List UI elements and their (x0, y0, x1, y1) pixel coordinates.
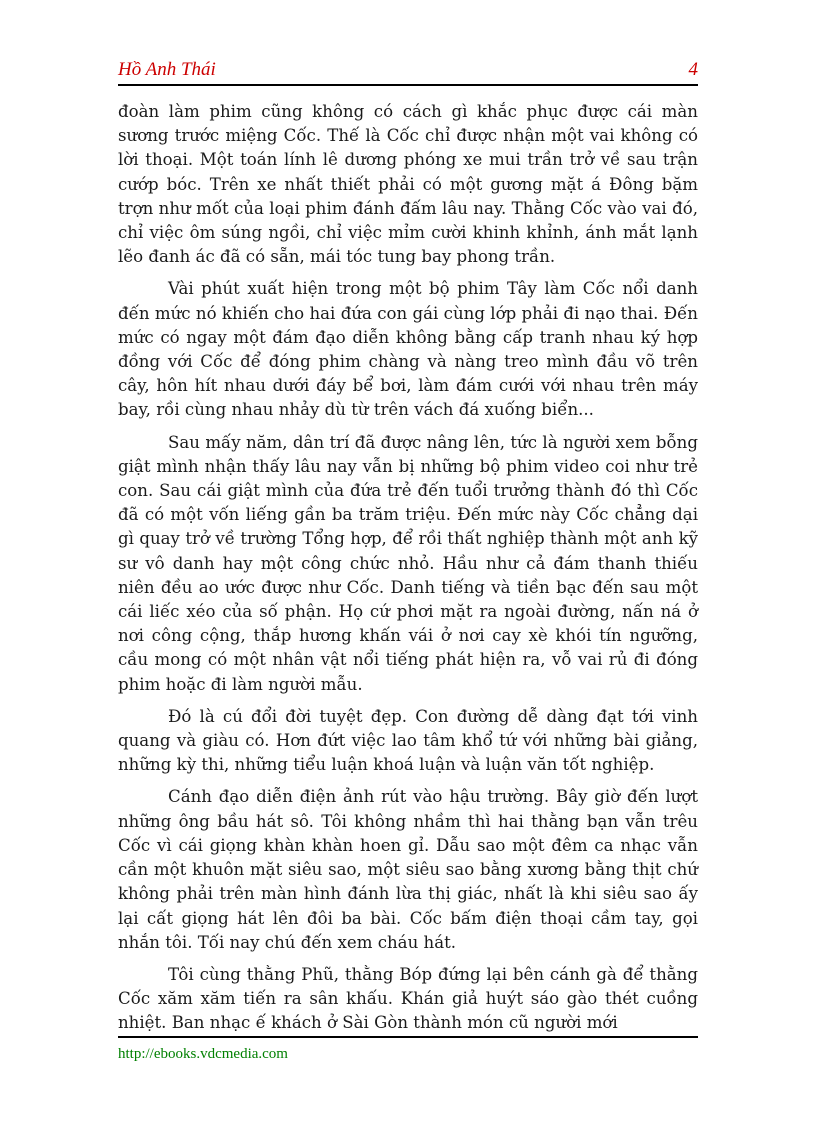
paragraph: Tôi cùng thằng Phũ, thằng Bóp đứng lại bên cánh gà để thằng Cốc xăm xăm tiến ra sân khấu. Khán giả huýt sáo gào thét cuồng nhiệt. Ban nhạc ế khách ở Sài Gòn thành món cũ người mới (118, 964, 698, 1033)
header-author: Hồ Anh Thái (118, 59, 216, 80)
page-body (118, 100, 698, 1033)
footer-link[interactable]: http://ebooks.vdcmedia.com (118, 1046, 288, 1062)
paragraph: Cánh đạo diễn điện ảnh rút vào hậu trường. Bây giờ đến lượt những ông bầu hát sô. Tôi không nhầm thì hai thằng bạn vẫn trêu Cốc vì cái giọng khàn khàn hoen gỉ. Dẫu sao một đêm ca nhạc vẫn cần một khuôn mặt siêu sao, một siêu sao bằng xương bằng thịt chứ không phải trên màn hình đánh lừa thị giác, nhất là khi siêu sao ấy lại cất giọng hát lên đôi ba bài. Cốc bấm điện thoại cầm tay, gọi nhắn tôi. Tối nay chú đến xem cháu hát. (118, 787, 698, 952)
page-header (118, 58, 698, 86)
document-page (118, 0, 698, 1123)
paragraph: Vài phút xuất hiện trong một bộ phim Tây làm Cốc nổi danh đến mức nó khiến cho hai đứa con gái cùng lớp phải đi nạo thai. Đến mức có ngay một đám đạo diễn không bằng cấp tranh nhau ký hợp đồng với Cốc để đóng phim chàng và nàng treo mình đầu võ trên cây, hôn hít nhau dưới đáy bể bơi, làm đám cưới với nhau trên máy bay, rồi cùng nhau nhảy dù từ trên vách đá xuống biển... (118, 279, 698, 420)
page-footer (118, 1036, 698, 1062)
paragraph: đoàn làm phim cũng không có cách gì khắc phục được cái màn sương trước miệng Cốc. Thế là Cốc chỉ được nhận một vai không có lời thoại. Một toán lính lê dương phóng xe mui trần trở về sau trận cướp bóc. Trên xe nhất thiết phải có một gương mặt á Đông bặm trợn như mốt của loại phim đánh đấm lâu nay. Thằng Cốc vào vai đó, chỉ việc ôm súng ngồi, chỉ việc mỉm cười khinh khỉnh, ánh mắt lạnh lẽo đanh ác đã có sẵn, mái tóc tung bay phong trần. (118, 102, 698, 267)
paragraph: Sau mấy năm, dân trí đã được nâng lên, tức là người xem bỗng giật mình nhận thấy lâu nay vẫn bị những bộ phim video coi như trẻ con. Sau cái giật mình của đứa trẻ đến tuổi trưởng thành đó thì Cốc đã có một vốn liếng gần ba trăm triệu. Đến mức này Cốc chẳng dại gì quay trở về trường Tổng hợp, để rồi thất nghiệp thành một anh kỹ sư vô danh hay một công chức nhỏ. Hầu như cả đám thanh thiếu niên đều ao ước được như Cốc. Danh tiếng và tiền bạc đến sau một cái liếc xéo của số phận. Họ cứ phơi mặt ra ngoài đường, nấn ná ở nơi công cộng, thắp hương khấn vái ở nơi cay xè khói tín ngưỡng, cầu mong có một nhân vật nổi tiếng phát hiện ra, vỗ vai rủ đi đóng phim hoặc đi làm người mẫu. (118, 432, 698, 694)
page-number: 4 (688, 59, 698, 80)
paragraph: Đó là cú đổi đời tuyệt đẹp. Con đường dễ dàng đạt tới vinh quang và giàu có. Hơn đứt việc lao tâm khổ tứ với những bài giảng, những kỳ thi, những tiểu luận khoá luận và luận văn tốt nghiệp. (118, 706, 698, 775)
